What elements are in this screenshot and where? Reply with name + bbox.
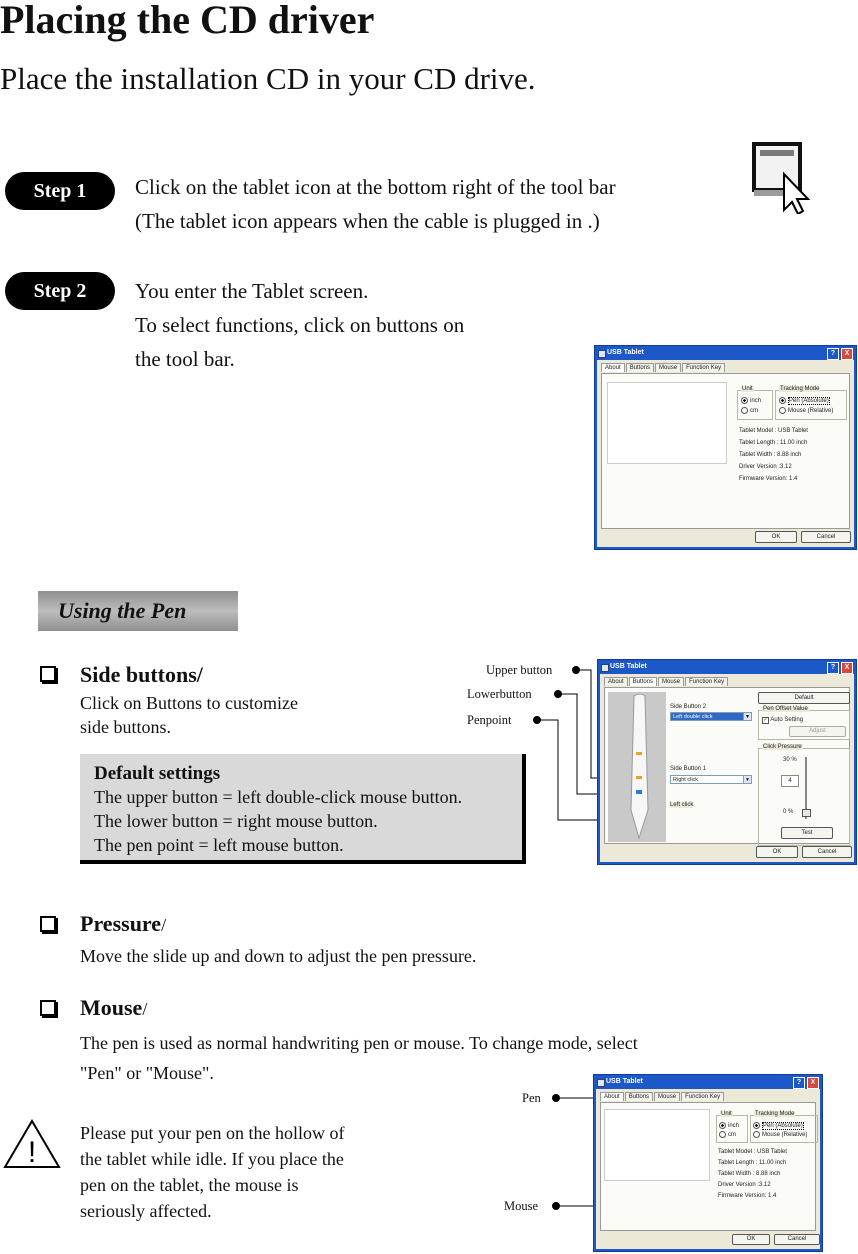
ok-button[interactable]: OK — [755, 531, 797, 543]
page-title: Placing the CD driver — [0, 0, 375, 42]
mouse-annotation: Mouse — [504, 1199, 539, 1213]
help-button[interactable]: ? — [793, 1077, 805, 1089]
click-pressure-label: Click Pressure — [763, 744, 802, 750]
pressure-value: 4 — [781, 775, 799, 787]
tab-function-key[interactable]: Function Key — [685, 677, 728, 686]
side-buttons-line: Click on Buttons to customize — [80, 693, 298, 713]
left-click-label: Left click — [670, 802, 694, 808]
info-line: Tablet Width : 8.88 inch — [718, 1171, 781, 1177]
usb-tablet-buttons-dialog — [597, 659, 857, 865]
dialog-title: USB Tablet — [610, 663, 647, 670]
unit-cm-radio[interactable]: cm — [741, 407, 758, 414]
cancel-button[interactable]: Cancel — [801, 531, 851, 543]
step-1-line: (The tablet icon appears when the cable is plugged in .) — [135, 209, 600, 233]
tab-about[interactable]: About — [600, 1092, 624, 1101]
tab-function-key[interactable]: Function Key — [682, 363, 725, 372]
pressure-heading — [80, 911, 166, 938]
info-line: Tablet Length : 11.00 inch — [739, 440, 808, 446]
tab-buttons[interactable]: Buttons — [625, 1092, 653, 1101]
click-pressure-group — [758, 744, 850, 846]
warning-line: Please put your pen on the hollow of — [80, 1123, 345, 1143]
using-the-pen-banner: Using the Pen — [38, 591, 238, 631]
pressure-slash: / — [161, 915, 167, 935]
auto-setting-checkbox[interactable]: ✓ Auto Setting — [763, 717, 804, 723]
unit-cm-radio[interactable]: cm — [719, 1131, 736, 1138]
info-line: Tablet Width : 8.88 inch — [739, 452, 802, 458]
pen-illustration-icon — [608, 692, 666, 842]
pressure-bottom-label: 0 % — [783, 809, 794, 815]
mouse-line: The pen is used as normal handwriting pen or mouse. To change mode, select — [80, 1033, 638, 1053]
step-2-badge: Step 2 — [5, 272, 115, 310]
help-button[interactable]: ? — [827, 662, 839, 674]
chevron-down-icon: ▼ — [743, 713, 751, 720]
help-button[interactable]: ? — [827, 348, 839, 360]
unit-inch-radio[interactable]: inch — [719, 1122, 739, 1129]
tab-buttons[interactable]: Buttons — [629, 677, 657, 686]
pressure-title: Pressure — [80, 911, 162, 936]
pressure-top-label: 30 % — [783, 757, 797, 763]
chevron-down-icon: ▼ — [743, 776, 751, 783]
tracking-mode-group — [775, 386, 847, 420]
warning-line: pen on the tablet, the mouse is — [80, 1175, 299, 1195]
mouse-line: "Pen" or "Mouse". — [80, 1063, 214, 1083]
info-line: Driver Version :3.12 — [718, 1182, 771, 1188]
mouse-heading — [80, 995, 147, 1022]
pen-offset-label: Pen Offset Value — [763, 706, 808, 712]
side-buttons-bullet — [40, 666, 56, 682]
default-setting-line: The lower button = right mouse button. — [94, 811, 378, 831]
ok-button[interactable]: OK — [756, 846, 798, 858]
page-subtitle: Place the installation CD in your CD drive. — [0, 61, 536, 96]
default-settings-lines — [94, 785, 462, 857]
warning-line: the tablet while idle. If you place the — [80, 1149, 344, 1169]
tablet-info — [739, 425, 808, 485]
mouse-bullet — [40, 1000, 56, 1016]
tablet-app-icon — [598, 350, 606, 358]
step-2-line: You enter the Tablet screen. — [135, 279, 369, 303]
ok-button[interactable]: OK — [732, 1234, 770, 1245]
info-line: Driver Version :3.12 — [739, 464, 792, 470]
tab-mouse[interactable]: Mouse — [654, 1092, 680, 1101]
warning-line: seriously affected. — [80, 1201, 212, 1221]
unit-group — [737, 386, 773, 420]
dialog-title-bar — [595, 346, 856, 360]
dialog-title-bar — [594, 1075, 822, 1089]
unit-label: Unit — [721, 1111, 732, 1117]
info-line: Firmware Version: 1.4 — [739, 476, 798, 482]
dialog-title: USB Tablet — [606, 1078, 643, 1085]
tracking-label: Tracking Mode — [755, 1111, 795, 1117]
side-button-1-select[interactable]: Right click ▼ — [670, 775, 752, 784]
tab-about[interactable]: About — [604, 677, 628, 686]
pen-image-area — [608, 692, 666, 842]
mouse-title: Mouse — [80, 995, 143, 1020]
info-line: Tablet Model : USB Tablet — [739, 428, 808, 434]
lower-button-annotation: Lowerbutton — [467, 687, 532, 701]
mouse-slash: / — [142, 999, 148, 1019]
pressure-bullet — [40, 916, 56, 932]
unit-label: Unit — [742, 386, 753, 392]
cancel-button[interactable]: Cancel — [774, 1234, 820, 1245]
step-2-line: the tool bar. — [135, 347, 235, 371]
dialog-title-bar — [598, 660, 856, 674]
test-button[interactable]: Test — [781, 827, 833, 839]
usb-tablet-mode-dialog — [593, 1074, 823, 1252]
tracking-pen-radio[interactable]: Pen (Absolute) — [753, 1122, 804, 1129]
tab-function-key[interactable]: Function Key — [681, 1092, 724, 1101]
close-button[interactable]: X — [841, 662, 853, 674]
tablet-app-icon — [597, 1079, 605, 1087]
pen-annotation: Pen — [522, 1091, 541, 1105]
step-1-line: Click on the tablet icon at the bottom right of the tool bar — [135, 175, 616, 199]
side-buttons-heading: Side buttons/ — [80, 662, 203, 687]
unit-group — [716, 1111, 748, 1143]
svg-text:!: ! — [27, 1136, 37, 1169]
pen-point-annotation: Penpoint — [467, 713, 512, 727]
tracking-mouse-radio[interactable]: Mouse (Relative) — [753, 1131, 807, 1138]
info-line: Tablet Model : USB Tablet — [718, 1149, 787, 1155]
tracking-mode-group — [750, 1111, 818, 1143]
side-button-2-label: Side Button 2 — [670, 704, 707, 710]
tab-mouse[interactable]: Mouse — [655, 363, 681, 372]
logo-area — [604, 1109, 710, 1181]
side-button-1-label: Side Button 1 — [670, 766, 707, 772]
cancel-button[interactable]: Cancel — [802, 846, 852, 858]
tracking-label: Tracking Mode — [780, 386, 820, 392]
tablet-app-icon — [601, 664, 609, 672]
default-button[interactable]: Default — [758, 692, 850, 704]
side-button-2-select[interactable]: Left double click ▼ — [670, 712, 752, 721]
close-button[interactable]: X — [807, 1077, 819, 1089]
warning-icon — [2, 1118, 62, 1170]
dialog-title: USB Tablet — [607, 349, 644, 356]
adjust-button[interactable]: Adjust — [789, 726, 846, 737]
pressure-slider-thumb[interactable] — [802, 809, 811, 817]
unit-inch-radio[interactable]: inch — [741, 397, 761, 404]
step-1-text — [135, 170, 616, 238]
step-2-line: To select functions, click on buttons on — [135, 313, 465, 337]
side-buttons-text — [80, 691, 298, 739]
default-settings-box — [80, 754, 526, 864]
tab-about[interactable]: About — [601, 363, 625, 372]
default-settings-title: Default settings — [94, 763, 221, 784]
tablet-info — [718, 1147, 787, 1202]
tracking-pen-radio[interactable]: Pen (Absolute) — [779, 397, 830, 404]
logo-area — [607, 382, 727, 464]
default-setting-line: The pen point = left mouse button. — [94, 835, 344, 855]
usb-tablet-about-dialog — [594, 345, 857, 550]
info-line: Tablet Length : 11.00 inch — [718, 1160, 787, 1166]
pen-offset-group — [758, 706, 850, 740]
tablet-tray-icon — [750, 140, 812, 214]
warning-text — [80, 1120, 428, 1224]
close-button[interactable]: X — [841, 348, 853, 360]
upper-button-annotation: Upper button — [486, 663, 553, 677]
default-setting-line: The upper button = left double-click mouse button. — [94, 787, 463, 807]
tab-buttons[interactable]: Buttons — [626, 363, 654, 372]
step-1-badge: Step 1 — [5, 172, 115, 210]
tracking-mouse-radio[interactable]: Mouse (Relative) — [779, 407, 833, 414]
step-2-text — [135, 274, 464, 376]
pressure-text: Move the slide up and down to adjust the pen pressure. — [80, 946, 477, 966]
side-buttons-line: side buttons. — [80, 717, 172, 737]
info-line: Firmware Version: 1.4 — [718, 1193, 777, 1199]
tab-mouse[interactable]: Mouse — [658, 677, 684, 686]
mouse-text — [80, 1028, 638, 1088]
